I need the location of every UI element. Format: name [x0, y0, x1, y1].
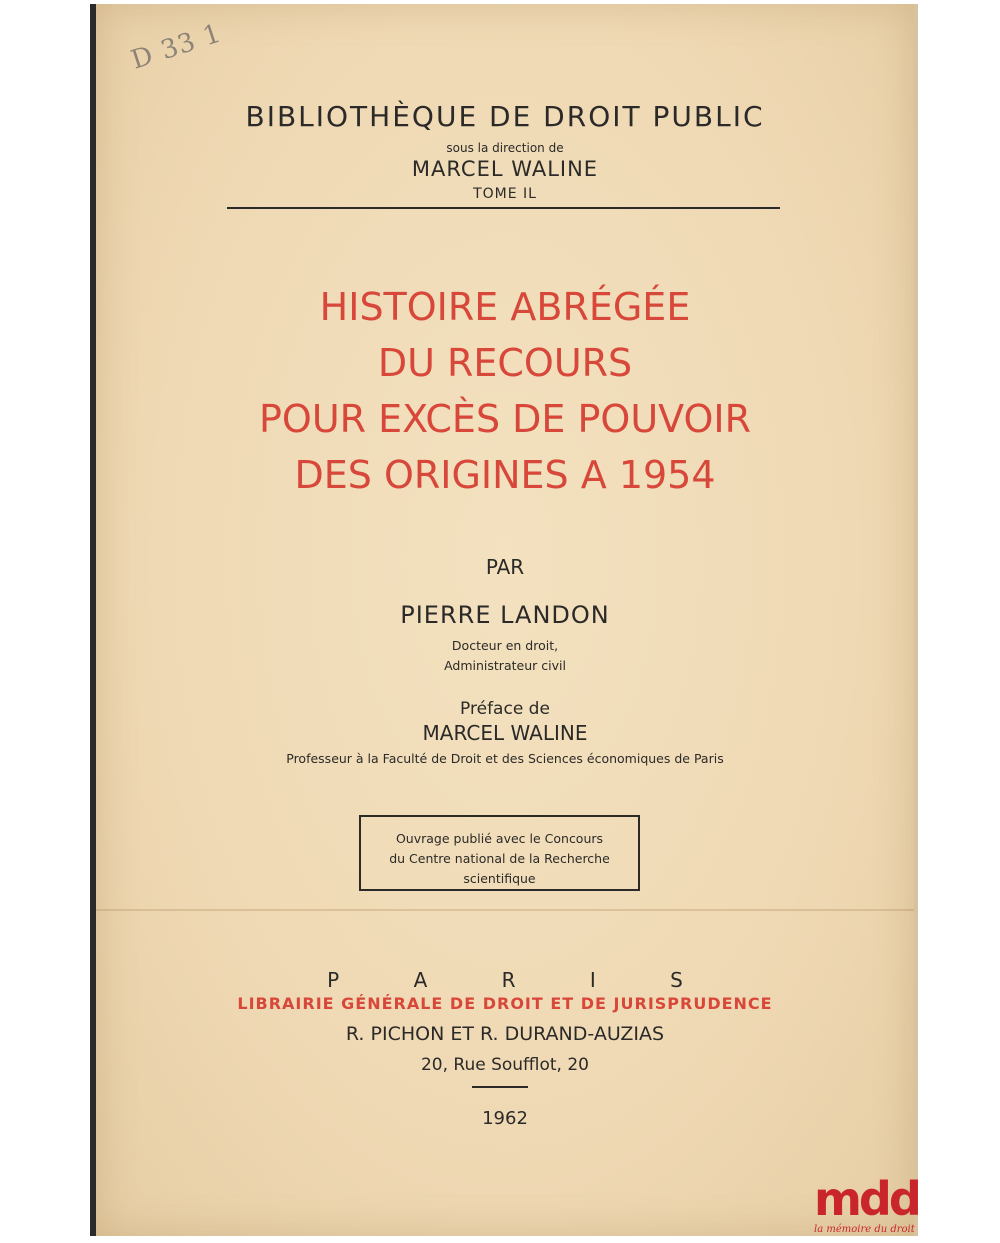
preface-author: MARCEL WALINE — [422, 721, 588, 745]
mdd-logo-tagline: la mémoire du droit — [814, 1224, 915, 1235]
author-name: PIERRE LANDON — [400, 601, 610, 629]
publisher-owners: R. PICHON ET R. DURAND-AUZIAS — [345, 1023, 665, 1045]
book-title-line-2: DU RECOURS — [377, 341, 633, 385]
book-title-line-4: DES ORIGINES A 1954 — [294, 453, 716, 497]
preface-affiliation: Professeur à la Faculté de Droit et des Sciences économiques de Paris — [286, 751, 724, 766]
header-divider — [227, 207, 780, 209]
author-by: PAR — [485, 555, 525, 579]
cnrs-notice-box — [359, 815, 640, 891]
paper-fold-crease — [96, 909, 914, 911]
publication-year: 1962 — [482, 1108, 528, 1129]
notice-line-3: scientifique — [463, 871, 536, 886]
handwritten-shelf-mark: D 33 1 — [127, 18, 226, 76]
author-credential-2: Administrateur civil — [444, 658, 566, 673]
series-volume: TOME IL — [473, 186, 537, 202]
book-title-line-3: POUR EXCÈS DE POUVOIR — [259, 397, 751, 441]
preface-label: Préface de — [460, 699, 550, 719]
publisher-city: P A R I S — [327, 968, 717, 992]
book-title-line-1: HISTOIRE ABRÉGÉE — [319, 285, 691, 329]
notice-line-2: du Centre national de la Recherche — [389, 851, 610, 866]
address-divider — [472, 1086, 528, 1088]
book-cover — [90, 4, 918, 1236]
publisher-name: LIBRAIRIE GÉNÉRALE DE DROIT ET DE JURISPRUDENCE — [237, 994, 773, 1013]
author-credential-1: Docteur en droit, — [451, 638, 559, 653]
mdd-logo-mark: mdd — [814, 1172, 919, 1226]
mdd-logo — [814, 1172, 919, 1240]
series-title: BIBLIOTHÈQUE DE DROIT PUBLIC — [245, 100, 765, 133]
publisher-address: 20, Rue Soufflot, 20 — [420, 1055, 590, 1075]
series-direction-label: sous la direction de — [446, 141, 564, 155]
notice-line-1: Ouvrage publié avec le Concours — [395, 831, 604, 846]
series-director: MARCEL WALINE — [411, 157, 599, 181]
